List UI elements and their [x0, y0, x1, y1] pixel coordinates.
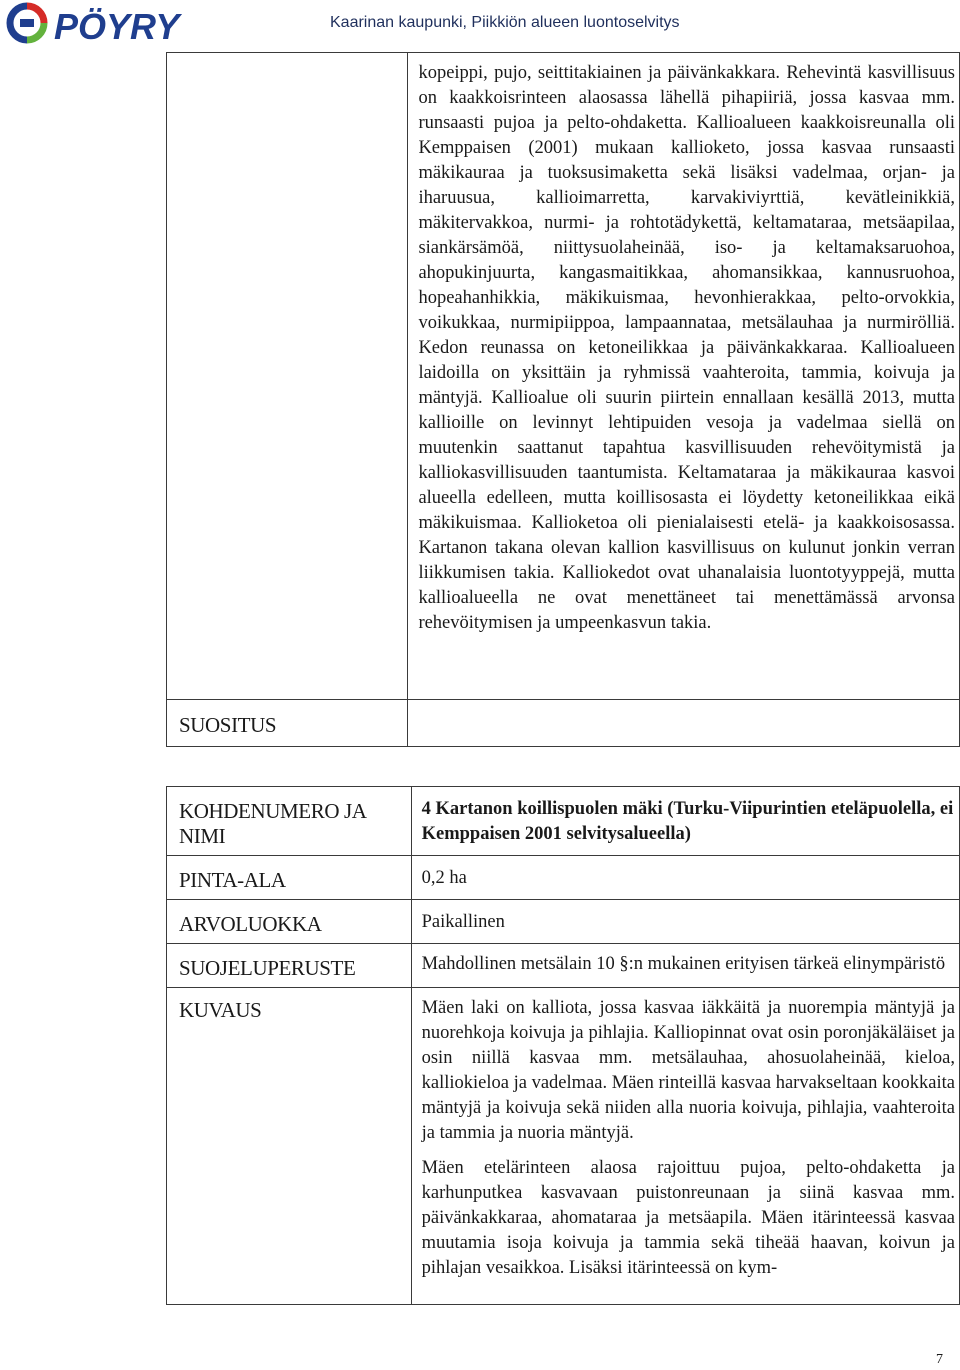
site-table-4: [166, 786, 960, 1305]
site-table-continued: [166, 52, 960, 747]
arvoluokka-label: ARVOLUOKKA: [167, 900, 412, 944]
poyry-logo: [6, 2, 242, 46]
kohdenumero-row: [167, 787, 960, 856]
description-cell: [408, 53, 960, 700]
svg-text:PÖYRY: PÖYRY: [54, 6, 180, 46]
suositus-value: [408, 700, 960, 747]
pinta-ala-row: [167, 856, 960, 900]
page-number: 7: [936, 1352, 943, 1367]
kuvaus-paragraph-1: Mäen laki on kalliota, jossa kasvaa iäkkäitä ja nuorempia mäntyjä ja nuorehkoja koivuja ja pihlajia. Kalliopinnat ovat osin poronjäkäläiset ja osin niillä kasvaa mm. metsälauhaa, ahosuolaheinää, kieloa, kalliokieloa ja vadelmaa. Mäen rinteillä kasvaa harvakseltaan kookkaita mäntyjä ja koivuja sekä niiden alla nuoria koivuja, pihlajia, vaahteroita ja tammia ja nuoria mäntyjä.: [421, 998, 955, 1143]
description-text: kopeippi, pujo, seittitakiainen ja päivänkakkara. Rehevintä kasvillisuus on kaakkoisrinteen alaosassa lähellä pihapiiriä, jossa kasvaa mm. runsaasti pujoa ja pelto-ohdaketta. Kallioalueen kaakkoisreunalla oli Kemppaisen (2001) mukaan kallioketo, jossa kasvaa runsaasti mäkikauraa ja tuoksusimaketta sekä lisäksi vadelmaa, orjan- ja iharuusua, kallioimarretta, karvakiviyrttiä, kevätleinikkiä, mäkitervakkoa, nurmi- ja rohtotädykettä, keltamataraa, metsäapilaa, siankärsämöä, niittysuolaheinää, iso- ja keltamaksaruohoa, ahopukinjuurta, kangasmaitikkaa, ahomansikkaa, kannusruohoa, hopeahanhikkia, mäkikuismaa, hevonhierakkaa, pelto-orvokkia, voikukkaa, nurmipiippoa, lampaannataa, metsälauhaa ja nurmirölliä. Kedon reunassa on ketoneilikkaa ja päivänkakkaraa. Kallioalueen laidoilla on yksittäin ja ryhmissä vaahteroita, tammia, koivuja ja mäntyjä. Kallioalue oli suurin piirtein ennallaan kesällä 2013, mutta kallioille on levinnyt lehtipuiden vesoja ja vadelmaa siellä on muutenkin saattanut tapahtua kasvillisuuden rehevöitymistä ja kalliokasvillisuuden taantumista. Keltamataraa ja mäkikauraa kasvoi alueella edelleen, mutta koillisosasta ei löydetty ketoneilikkaa eikä mäkikuismaa. Kallioketoa oli pienialaisesti etelä- ja kaakkoisosassa. Kartanon takana olevan kallion kasvillisuus on kulunut jonkin verran liikkumisen takia. Kalliokedot ovat uhanalaisia luontotyyppejä, mutta kallioalueella ne ovat menettäneet tai menettämässä arvonsa rehevöitymisen ja umpeenkasvun takia.: [418, 63, 955, 633]
suojeluperuste-label: SUOJELUPERUSTE: [167, 944, 412, 988]
arvoluokka-value: Paikallinen: [411, 900, 959, 944]
pinta-ala-label: PINTA-ALA: [167, 856, 412, 900]
page-header: [0, 0, 960, 48]
kuvaus-value: [411, 988, 959, 1305]
kohdenumero-value: 4 Kartanon koillispuolen mäki (Turku-Viipurintien eteläpuolella, ei Kemppaisen 2001 selvitysalueella): [411, 787, 959, 856]
document-title: Kaarinan kaupunki, Piikkiön alueen luontoselvitys: [330, 14, 680, 31]
kohdenumero-label: KOHDENUMERO JA NIMI: [167, 787, 412, 856]
label-cell-empty: [167, 53, 408, 700]
pinta-ala-value: 0,2 ha: [411, 856, 959, 900]
suojeluperuste-value: Mahdollinen metsälain 10 §:n mukainen erityisen tärkeä elinympäristö: [411, 944, 959, 988]
kuvaus-label: KUVAUS: [167, 988, 412, 1305]
kuvaus-row: [167, 988, 960, 1305]
arvoluokka-row: [167, 900, 960, 944]
suositus-row: [167, 700, 960, 747]
poyry-emblem-icon: [10, 6, 44, 40]
suositus-label: SUOSITUS: [167, 700, 408, 747]
description-row: [167, 53, 960, 700]
suojeluperuste-row: [167, 944, 960, 988]
kuvaus-paragraph-2: Mäen etelärinteen alaosa rajoittuu pujoa, pelto-ohdaketta ja karhunputkea kasvavaan puistonreunaan ja siinä kasvaa mm. päivänkakkaraa, ahomataraa ja metsäapila. Mäen itärinteessä kasvaa muutamia isoja koivuja ja tammia sekä tiheää haavan, koivun ja pihlajan vesaikkoa. Lisäksi itärinteessä on kym-: [421, 1158, 955, 1278]
